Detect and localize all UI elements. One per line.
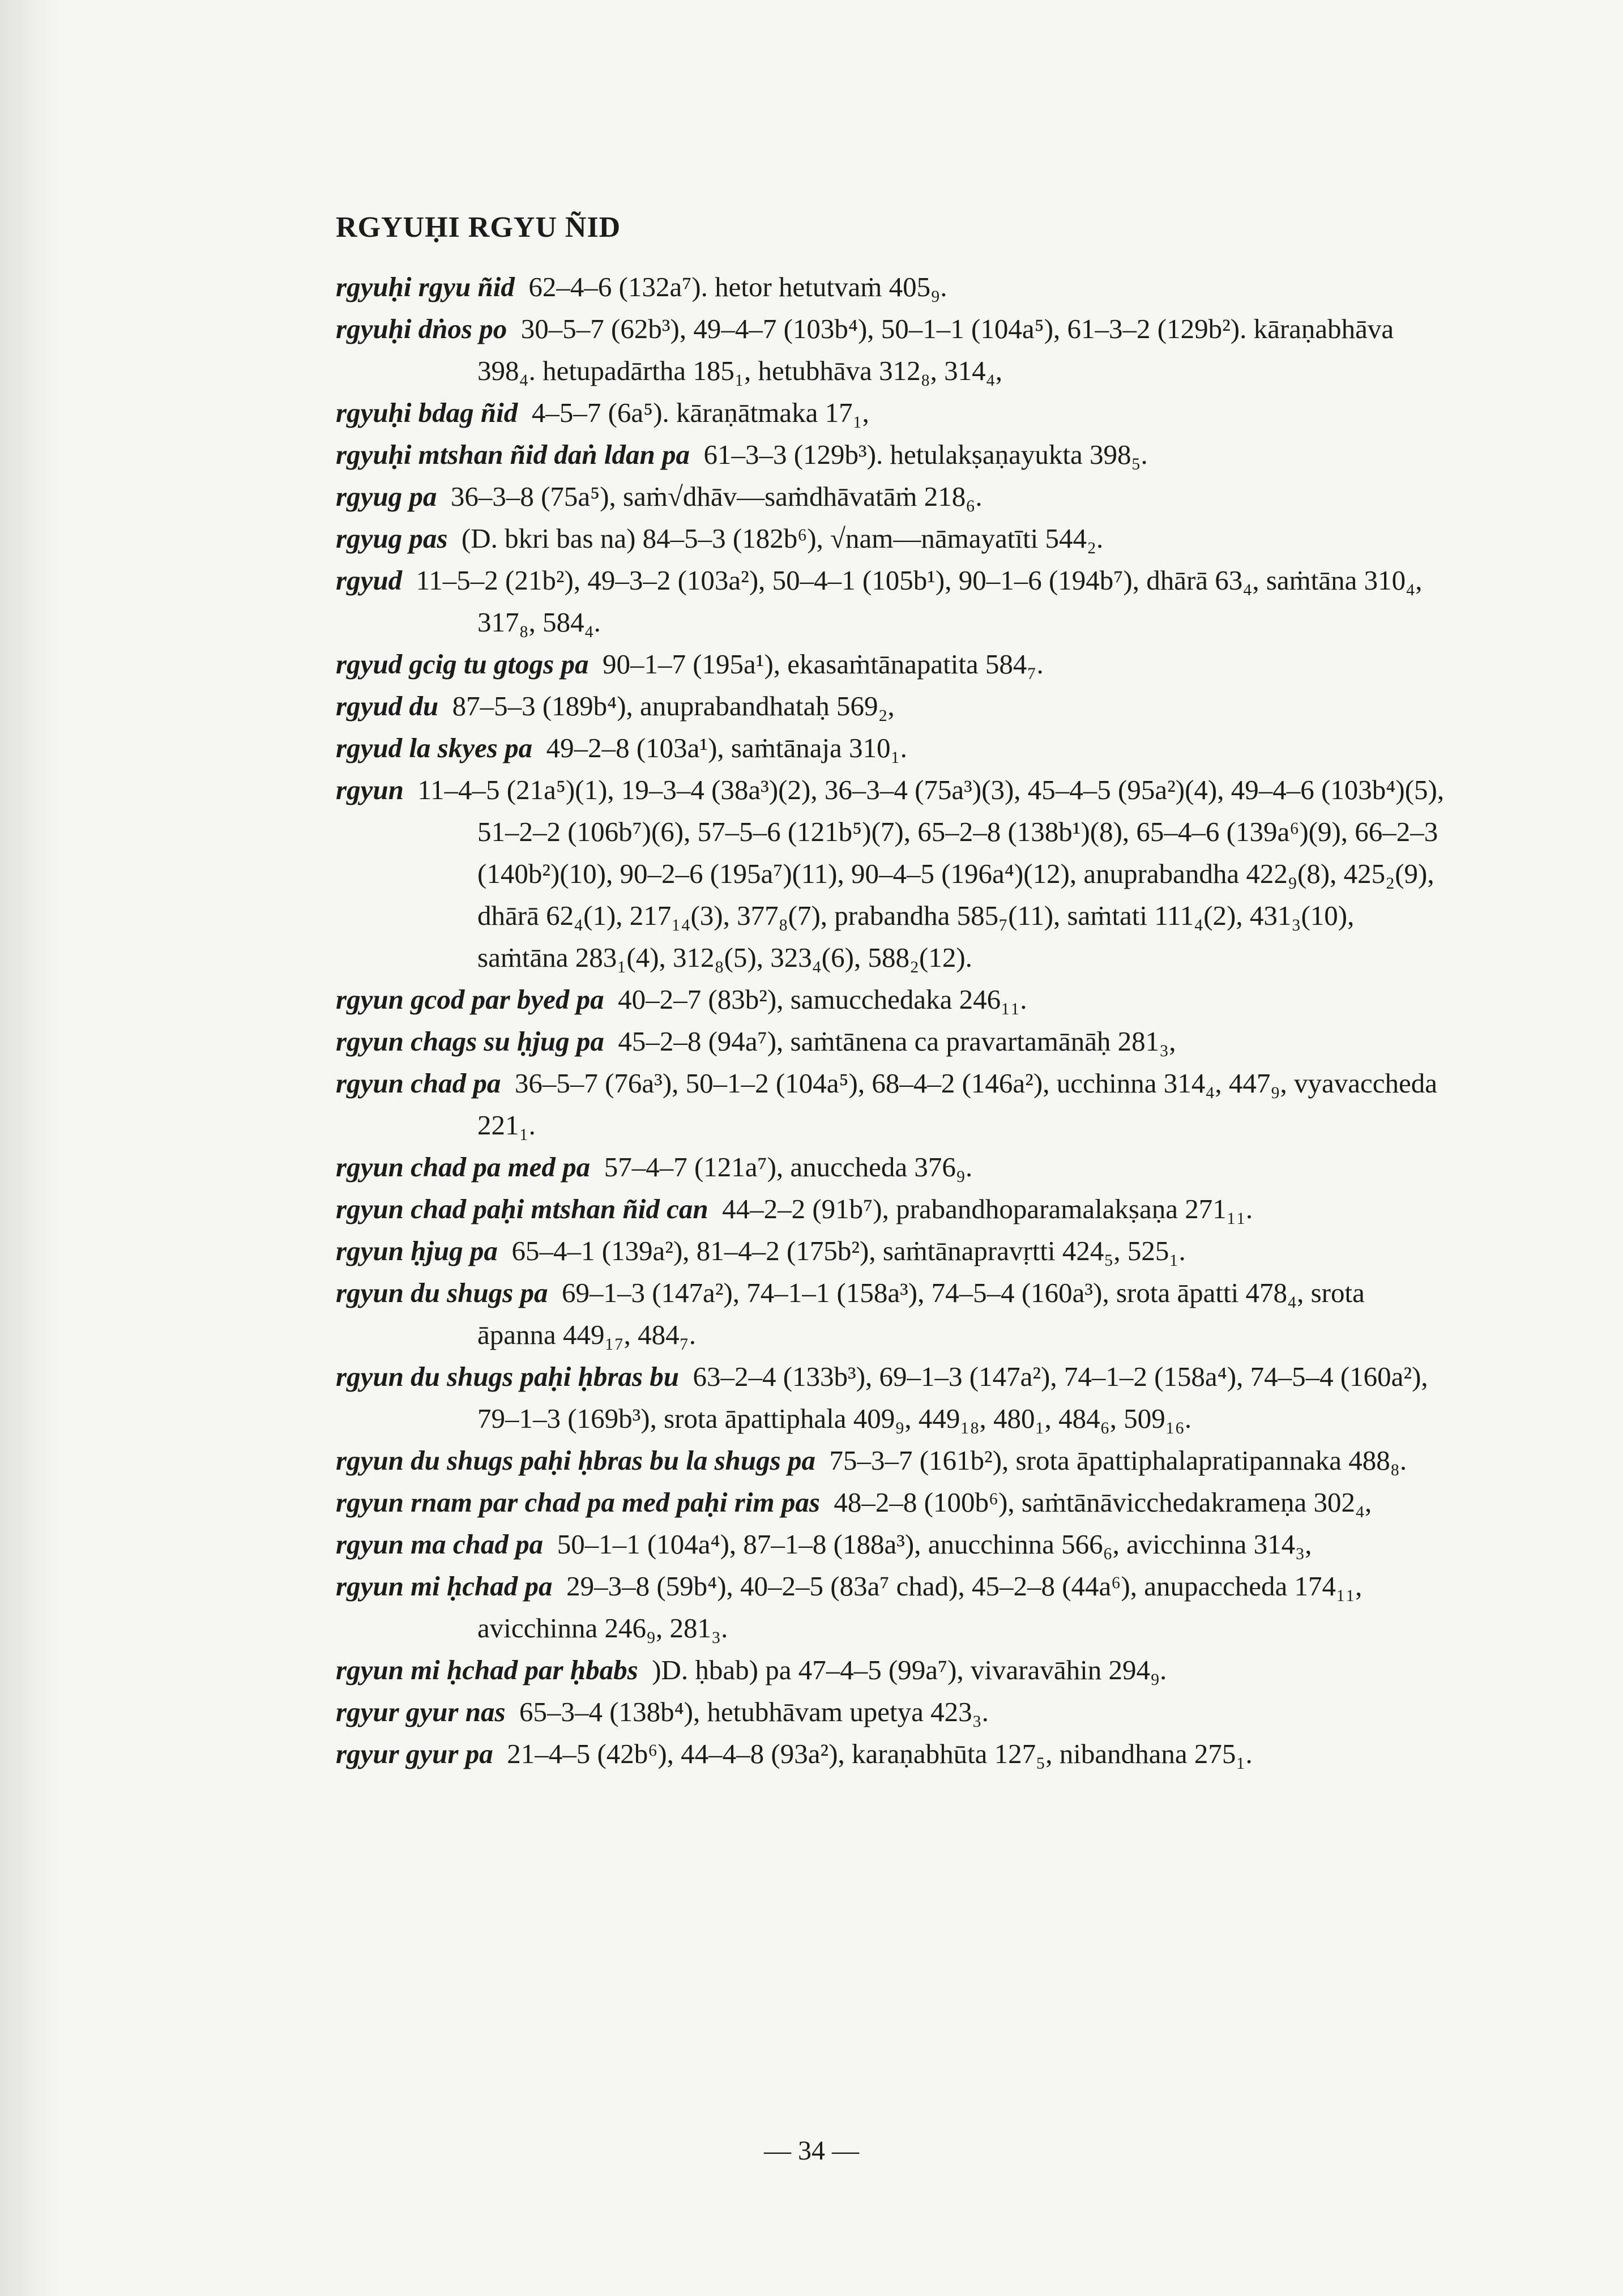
headword: rgyun gcod par byed pa <box>336 984 604 1015</box>
entry-text: 63–2–4 (133b³), 69–1–3 (147a²), 74–1–2 (158a⁴), 74–5–4 (160a²), 79–1–3 (169b³), srota āpattiphala 409₉, 449₁₈, 480₁, 484₆, 509₁₆. <box>477 1361 1428 1434</box>
headword: rgyud gcig tu gtogs pa <box>336 648 589 680</box>
entry <box>336 392 1446 434</box>
scan-edge-shadow <box>0 0 62 2296</box>
entry-text: 49–2–8 (103a¹), saṁtānaja 310₁. <box>546 732 907 763</box>
headword: rgyur gyur nas <box>336 1696 506 1727</box>
entry <box>336 518 1446 560</box>
entry <box>336 434 1446 476</box>
entry <box>336 643 1446 685</box>
entry-text: 11–5–2 (21b²), 49–3–2 (103a²), 50–4–1 (105b¹), 90–1–6 (194b⁷), dhārā 63₄, saṁtāna 310₄, 317₈, 584₄. <box>416 565 1423 638</box>
headword: rgyun ma chad pa <box>336 1529 544 1560</box>
entry-text: (D. bkri bas na) 84–5–3 (182b⁶), √nam—nāmayatīti 544₂. <box>461 523 1104 554</box>
entry <box>336 1188 1446 1230</box>
headword: rgyud <box>336 565 403 596</box>
entry-text: 90–1–7 (195a¹), ekasaṁtānapatita 584₇. <box>602 648 1044 680</box>
entry-text: 50–1–1 (104a⁴), 87–1–8 (188a³), anucchinna 566₆, avicchinna 314₃, <box>557 1529 1312 1560</box>
entry-text: 44–2–2 (91b⁷), prabandhoparamalakṣaṇa 271₁₁. <box>722 1193 1253 1224</box>
headword: rgyun chags su ḥjug pa <box>336 1026 604 1057</box>
page-number: — 34 — <box>764 2136 859 2166</box>
entry-text: 4–5–7 (6a⁵). kāraṇātmaka 17₁, <box>531 397 869 428</box>
headword: rgyun chad pa <box>336 1068 501 1099</box>
entry <box>336 476 1446 518</box>
entry-text: 61–3–3 (129b³). hetulakṣaṇayukta 398₅. <box>703 439 1148 470</box>
headword: rgyur gyur pa <box>336 1738 493 1769</box>
headword: rgyuḥi mtshan ñid daṅ ldan pa <box>336 439 690 470</box>
page-header: RGYUḤI RGYU ÑID <box>336 211 621 244</box>
entry <box>336 1356 1446 1440</box>
headword: rgyug pa <box>336 481 437 512</box>
headword: rgyun mi ḥchad par ḥbabs <box>336 1654 638 1685</box>
headword: rgyug pas <box>336 523 448 554</box>
entry-text: 30–5–7 (62b³), 49–4–7 (103b⁴), 50–1–1 (104a⁵), 61–3–2 (129b²). kāraṇabhāva 398₄. hetupadārtha 185₁, hetubhāva 312₈, 314₄, <box>477 313 1394 386</box>
entry <box>336 1230 1446 1272</box>
headword: rgyuḥi dṅos po <box>336 313 507 344</box>
entry-text: 29–3–8 (59b⁴), 40–2–5 (83a⁷ chad), 45–2–8 (44a⁶), anupaccheda 174₁₁, avicchinna 246₉, 281₃. <box>477 1571 1363 1644</box>
entry <box>336 1272 1446 1356</box>
headword: rgyun <box>336 774 404 805</box>
entry <box>336 1565 1446 1649</box>
entry-text: 57–4–7 (121a⁷), anuccheda 376₉. <box>604 1151 973 1183</box>
entry <box>336 727 1446 769</box>
headword: rgyuḥi rgyu ñid <box>336 271 515 302</box>
headword: rgyud la skyes pa <box>336 732 533 763</box>
entry-text: 87–5–3 (189b⁴), anuprabandhataḥ 569₂, <box>452 690 895 722</box>
entry-text: 48–2–8 (100b⁶), saṁtānāvicchedakrameṇa 302₄, <box>834 1487 1372 1518</box>
entry <box>336 1440 1446 1482</box>
entry-text: 11–4–5 (21a⁵)(1), 19–3–4 (38a³)(2), 36–3–4 (75a³)(3), 45–4–5 (95a²)(4), 49–4–6 (103b⁴)(5), 51–2–2 (106b⁷)(6), 57–5–6 (121b⁵)(7), 65–2–8 (138b¹)(8), 65–4–6 (139a⁶)(9), 66–2–3 (140b²)(10), 90–2–6 (195a⁷)(11), 90–4–5 (196a⁴)(12), anuprabandha 422₉(8), 425₂(9), dhārā 62₄(1), 217₁₄(3), 377₈(7), prabandha 585₇(11), saṁtati 111₄(2), 431₃(10), saṁtāna 283₁(4), 312₈(5), 323₄(6), 588₂(12). <box>417 774 1445 973</box>
entry <box>336 308 1446 392</box>
headword: rgyun du shugs pa <box>336 1277 548 1308</box>
entry <box>336 1021 1446 1062</box>
entry-text: 21–4–5 (42b⁶), 44–4–8 (93a²), karaṇabhūta 127₅, nibandhana 275₁. <box>507 1738 1253 1769</box>
headword: rgyuḥi bdag ñid <box>336 397 518 428</box>
entry <box>336 1146 1446 1188</box>
entry <box>336 266 1446 308</box>
headword: rgyun ḥjug pa <box>336 1235 498 1266</box>
entry-text: 65–3–4 (138b⁴), hetubhāvam upetya 423₃. <box>519 1696 989 1727</box>
entry <box>336 1523 1446 1565</box>
entry-text: 36–5–7 (76a³), 50–1–2 (104a⁵), 68–4–2 (146a²), ucchinna 314₄, 447₉, vyavaccheda 221₁. <box>477 1068 1437 1141</box>
entry-text: 40–2–7 (83b²), samucchedaka 246₁₁. <box>618 984 1027 1015</box>
entry <box>336 1482 1446 1523</box>
entry-text: 65–4–1 (139a²), 81–4–2 (175b²), saṁtānapravṛtti 424₅, 525₁. <box>511 1235 1186 1266</box>
headword: rgyun du shugs paḥi ḥbras bu <box>336 1361 679 1392</box>
headword: rgyun chad pa med pa <box>336 1151 591 1183</box>
entry-list <box>336 266 1446 1775</box>
headword: rgyud du <box>336 690 439 722</box>
entry <box>336 769 1446 979</box>
entry <box>336 1733 1446 1775</box>
entry <box>336 1649 1446 1691</box>
entry <box>336 979 1446 1021</box>
entry-text: )D. ḥbab) pa 47–4–5 (99a⁷), vivaravāhin 294₉. <box>652 1654 1167 1685</box>
entry <box>336 1691 1446 1733</box>
entry-text: 36–3–8 (75a⁵), saṁ√dhāv—saṁdhāvatāṁ 218₆. <box>450 481 983 512</box>
entry <box>336 1062 1446 1146</box>
entry-text: 62–4–6 (132a⁷). hetor hetutvaṁ 405₉. <box>528 271 947 302</box>
headword: rgyun mi ḥchad pa <box>336 1571 553 1602</box>
headword: rgyun chad paḥi mtshan ñid can <box>336 1193 708 1224</box>
entry-text: 75–3–7 (161b²), srota āpattiphalapratipannaka 488₈. <box>829 1445 1407 1476</box>
entry <box>336 685 1446 727</box>
headword: rgyun du shugs paḥi ḥbras bu la shugs pa <box>336 1445 815 1476</box>
entry-text: 45–2–8 (94a⁷), saṁtānena ca pravartamānāḥ 281₃, <box>618 1026 1176 1057</box>
headword: rgyun rnam par chad pa med paḥi rim pas <box>336 1487 820 1518</box>
entry <box>336 560 1446 643</box>
entry-text: 69–1–3 (147a²), 74–1–1 (158a³), 74–5–4 (160a³), srota āpatti 478₄, srota āpanna 449₁₇, 484₇. <box>477 1277 1365 1350</box>
